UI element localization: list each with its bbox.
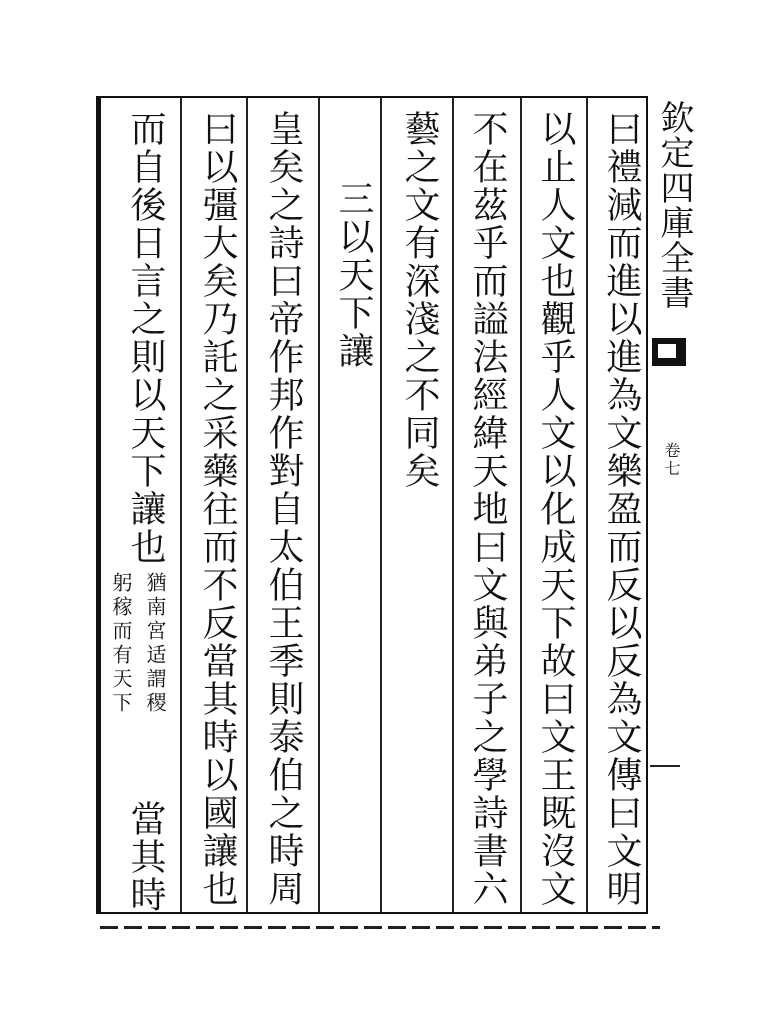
text-column-4: 藝之文有深淺之不同矣 (399, 110, 440, 490)
annotation-column-2: 躬稼而有天下 (109, 572, 133, 716)
text-column-1: 曰禮減而進以進為文樂盈而反以反為文傳曰文明 (601, 110, 642, 908)
annotation-column-1: 猶南宮适謂稷 (143, 572, 167, 716)
text-column-7: 曰以彊大矣乃託之采藥往而不反當其時以國讓也 (197, 110, 238, 908)
text-column-8: 而自後日言之則以天下讓也 (125, 110, 166, 566)
fish-tail-mark-icon (652, 338, 686, 366)
text-column-3: 不在茲乎而謚法經緯天地曰文與弟子之學詩書六 (467, 110, 508, 908)
bottom-rule (100, 926, 660, 929)
text-column-tail: 當其時 (125, 800, 166, 914)
volume-label: 卷七 (662, 442, 681, 478)
column-rule (318, 98, 320, 912)
frame-right-rule (646, 96, 648, 914)
column-rule (520, 98, 522, 912)
text-column-2: 以止人文也觀乎人文以化成天下故曰文王既沒文 (535, 110, 576, 908)
column-rule (246, 98, 248, 912)
column-rule (180, 98, 182, 912)
margin-tick (650, 765, 680, 767)
text-column-6: 皇矣之詩曰帝作邦作對自太伯王季則泰伯之時周 (263, 110, 304, 908)
column-rule (586, 98, 588, 912)
column-rule (380, 98, 382, 912)
section-heading: 三以天下讓 (333, 180, 374, 370)
column-rule (452, 98, 454, 912)
book-title-margin: 欽定四庫全書 (654, 100, 694, 310)
